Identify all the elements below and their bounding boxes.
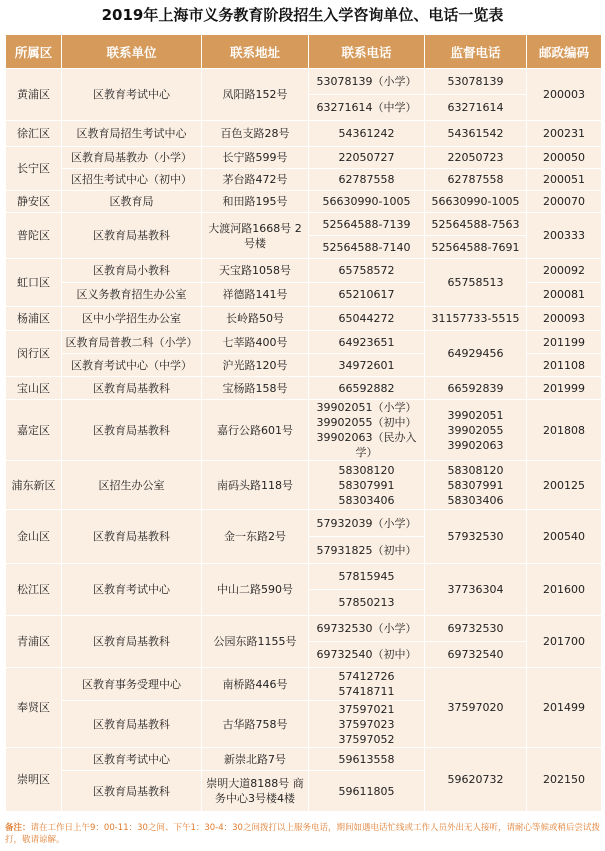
supervise-line: 39902063 (447, 438, 504, 452)
phone-cell: 34972601 (309, 354, 425, 377)
postcode-cell: 201600 (527, 564, 602, 616)
phone-line: 39902055（初中） (316, 416, 417, 429)
phone-cell: 59611805 (309, 771, 425, 812)
phone-line: 57412726 (338, 670, 395, 683)
address-cell: 百色支路28号 (202, 121, 309, 147)
footnote (5, 822, 601, 846)
table-row (6, 147, 602, 169)
supervise-cell: 37597020 (425, 668, 527, 748)
footnote-label: 备注： (5, 823, 31, 833)
postcode-cell: 201999 (527, 377, 602, 400)
district-cell: 宝山区 (6, 377, 62, 400)
phone-line: 39902051（小学） (316, 401, 417, 414)
phone-cell: 52564588-7139 (309, 213, 425, 236)
col-header-supervise: 监督电话 (425, 35, 527, 69)
phone-cell: 66592882 (309, 377, 425, 400)
district-cell: 长宁区 (6, 147, 62, 191)
phone-line: 57418711 (338, 685, 395, 698)
col-header-phone: 联系电话 (309, 35, 425, 69)
supervise-cell: 69732540 (425, 642, 527, 668)
address-cell: 七莘路400号 (202, 331, 309, 354)
phone-cell: 52564588-7140 (309, 236, 425, 259)
unit-cell: 区教育局基教科 (62, 701, 202, 748)
postcode-cell: 200540 (527, 510, 602, 564)
address-cell: 宝杨路158号 (202, 377, 309, 400)
table-row (6, 510, 602, 537)
phone-cell: 63271614（中学） (309, 95, 425, 121)
postcode-cell: 200051 (527, 169, 602, 191)
supervise-line: 58308120 (447, 463, 504, 477)
district-cell: 松江区 (6, 564, 62, 616)
address-cell: 茅台路472号 (202, 169, 309, 191)
phone-line: 37597023 (338, 717, 395, 731)
district-cell: 普陀区 (6, 213, 62, 259)
unit-cell: 区教育考试中心 (62, 748, 202, 771)
postcode-cell: 200333 (527, 213, 602, 259)
phone-cell: 57815945 (309, 564, 425, 590)
address-cell: 长岭路50号 (202, 307, 309, 331)
unit-cell: 区教育事务受理中心 (62, 668, 202, 701)
district-cell: 闵行区 (6, 331, 62, 377)
phone-cell (309, 701, 425, 748)
district-cell: 嘉定区 (6, 400, 62, 461)
supervise-cell: 22050723 (425, 147, 527, 169)
table-row (6, 748, 602, 771)
table-row (6, 213, 602, 236)
address-cell: 中山二路590号 (202, 564, 309, 616)
phone-line: 58307991 (338, 478, 395, 492)
supervise-line: 39902051 (447, 408, 504, 422)
postcode-cell: 201808 (527, 400, 602, 461)
unit-cell: 区教育局基教科 (62, 510, 202, 564)
district-cell: 静安区 (6, 191, 62, 213)
col-header-address: 联系地址 (202, 35, 309, 69)
supervise-cell: 37736304 (425, 564, 527, 616)
address-cell: 沪光路120号 (202, 354, 309, 377)
postcode-cell: 200231 (527, 121, 602, 147)
phone-cell: 59613558 (309, 748, 425, 771)
address-cell: 祥德路141号 (202, 283, 309, 307)
phone-line: 39902063（民办入学） (316, 431, 417, 459)
supervise-cell: 59620732 (425, 748, 527, 812)
phone-cell (309, 668, 425, 701)
supervise-cell: 66592839 (425, 377, 527, 400)
phone-cell: 57850213 (309, 590, 425, 616)
postcode-cell: 201108 (527, 354, 602, 377)
district-cell: 杨浦区 (6, 307, 62, 331)
phone-cell (309, 400, 425, 461)
postcode-cell: 200125 (527, 461, 602, 510)
supervise-cell: 56630990-1005 (425, 191, 527, 213)
unit-cell: 区教育局基教科 (62, 213, 202, 259)
phone-cell: 64923651 (309, 331, 425, 354)
supervise-cell: 54361542 (425, 121, 527, 147)
supervise-cell: 69732530 (425, 616, 527, 642)
supervise-line: 58303406 (447, 493, 504, 507)
unit-cell: 区教育局招生考试中心 (62, 121, 202, 147)
district-cell: 青浦区 (6, 616, 62, 668)
supervise-cell: 52564588-7563 (425, 213, 527, 236)
address-cell: 崇明大道8188号 商务中心3号楼4楼 (202, 771, 309, 812)
address-cell: 大渡河路1668号 2号楼 (202, 213, 309, 259)
phone-cell: 62787558 (309, 169, 425, 191)
unit-cell: 区招生办公室 (62, 461, 202, 510)
footnote-text: 请在工作日上午9：00-11：30之间、下午1：30-4：30之间拨打以上服务电话，期间如遇电话忙线或工作人员外出无人接听，请耐心等候或稍后尝试拨打，敬请谅解。 (5, 823, 600, 845)
address-cell: 长宁路599号 (202, 147, 309, 169)
district-cell: 黄浦区 (6, 69, 62, 121)
table-row (6, 121, 602, 147)
supervise-cell: 53078139 (425, 69, 527, 95)
phone-cell (309, 461, 425, 510)
unit-cell: 区教育局基教科 (62, 400, 202, 461)
address-cell: 古华路758号 (202, 701, 309, 748)
postcode-cell: 200081 (527, 283, 602, 307)
unit-cell: 区义务教育招生办公室 (62, 283, 202, 307)
supervise-cell: 31157733-5515 (425, 307, 527, 331)
unit-cell: 区教育考试中心 (62, 69, 202, 121)
col-header-unit: 联系单位 (62, 35, 202, 69)
supervise-cell: 64929456 (425, 331, 527, 377)
district-cell: 奉贤区 (6, 668, 62, 748)
phone-cell: 57931825（初中） (309, 537, 425, 564)
postcode-cell: 201199 (527, 331, 602, 354)
table-row (6, 69, 602, 95)
postcode-cell: 202150 (527, 748, 602, 812)
supervise-cell: 65758513 (425, 259, 527, 307)
table-row (6, 616, 602, 642)
supervise-line: 58307991 (447, 478, 504, 492)
unit-cell: 区教育局普教二科（小学） (62, 331, 202, 354)
unit-cell: 区教育局基教科 (62, 377, 202, 400)
table-header-row (6, 35, 602, 69)
supervise-cell: 62787558 (425, 169, 527, 191)
unit-cell: 区教育局基教办（小学） (62, 147, 202, 169)
district-cell: 虹口区 (6, 259, 62, 307)
phone-line: 37597052 (338, 732, 395, 746)
unit-cell: 区教育局基教科 (62, 771, 202, 812)
address-cell: 新崇北路7号 (202, 748, 309, 771)
address-cell: 嘉行公路601号 (202, 400, 309, 461)
address-cell: 南码头路118号 (202, 461, 309, 510)
postcode-cell: 201700 (527, 616, 602, 668)
contact-table-wrapper (5, 34, 601, 812)
table-row (6, 377, 602, 400)
postcode-cell: 200003 (527, 69, 602, 121)
supervise-cell: 63271614 (425, 95, 527, 121)
postcode-cell: 200050 (527, 147, 602, 169)
table-row (6, 259, 602, 283)
supervise-cell: 52564588-7691 (425, 236, 527, 259)
unit-cell: 区中小学招生办公室 (62, 307, 202, 331)
supervise-line: 39902055 (447, 423, 504, 437)
postcode-cell: 201499 (527, 668, 602, 748)
phone-cell: 65758572 (309, 259, 425, 283)
unit-cell: 区招生考试中心（初中） (62, 169, 202, 191)
unit-cell: 区教育考试中心（中学） (62, 354, 202, 377)
address-cell: 金一东路2号 (202, 510, 309, 564)
phone-cell: 54361242 (309, 121, 425, 147)
supervise-cell (425, 400, 527, 461)
phone-cell: 69732530（小学） (309, 616, 425, 642)
phone-cell: 53078139（小学） (309, 69, 425, 95)
phone-cell: 22050727 (309, 147, 425, 169)
col-header-district: 所属区 (6, 35, 62, 69)
district-cell: 浦东新区 (6, 461, 62, 510)
unit-cell: 区教育局小教科 (62, 259, 202, 283)
supervise-cell: 57932530 (425, 510, 527, 564)
unit-cell: 区教育考试中心 (62, 564, 202, 616)
table-row (6, 331, 602, 354)
unit-cell: 区教育局基教科 (62, 616, 202, 668)
phone-cell: 57932039（小学） (309, 510, 425, 537)
phone-cell: 56630990-1005 (309, 191, 425, 213)
district-cell: 金山区 (6, 510, 62, 564)
table-row (6, 400, 602, 461)
table-row (6, 169, 602, 191)
postcode-cell: 200093 (527, 307, 602, 331)
table-row (6, 191, 602, 213)
address-cell: 公园东路1155号 (202, 616, 309, 668)
table-row (6, 461, 602, 510)
col-header-postcode: 邮政编码 (527, 35, 602, 69)
phone-cell: 69732540（初中） (309, 642, 425, 668)
phone-cell: 65210617 (309, 283, 425, 307)
address-cell: 和田路195号 (202, 191, 309, 213)
contact-table (5, 34, 602, 812)
phone-line: 37597021 (338, 702, 395, 716)
postcode-cell: 200070 (527, 191, 602, 213)
district-cell: 崇明区 (6, 748, 62, 812)
supervise-cell (425, 461, 527, 510)
phone-line: 58303406 (338, 493, 395, 507)
phone-line: 58308120 (338, 463, 395, 477)
page-title: 2019年上海市义务教育阶段招生入学咨询单位、电话一览表 (101, 6, 504, 24)
table-row (6, 564, 602, 590)
table-row (6, 307, 602, 331)
address-cell: 凤阳路152号 (202, 69, 309, 121)
district-cell: 徐汇区 (6, 121, 62, 147)
phone-cell: 65044272 (309, 307, 425, 331)
address-cell: 天宝路1058号 (202, 259, 309, 283)
unit-cell: 区教育局 (62, 191, 202, 213)
table-row (6, 668, 602, 701)
address-cell: 南桥路446号 (202, 668, 309, 701)
postcode-cell: 200092 (527, 259, 602, 283)
